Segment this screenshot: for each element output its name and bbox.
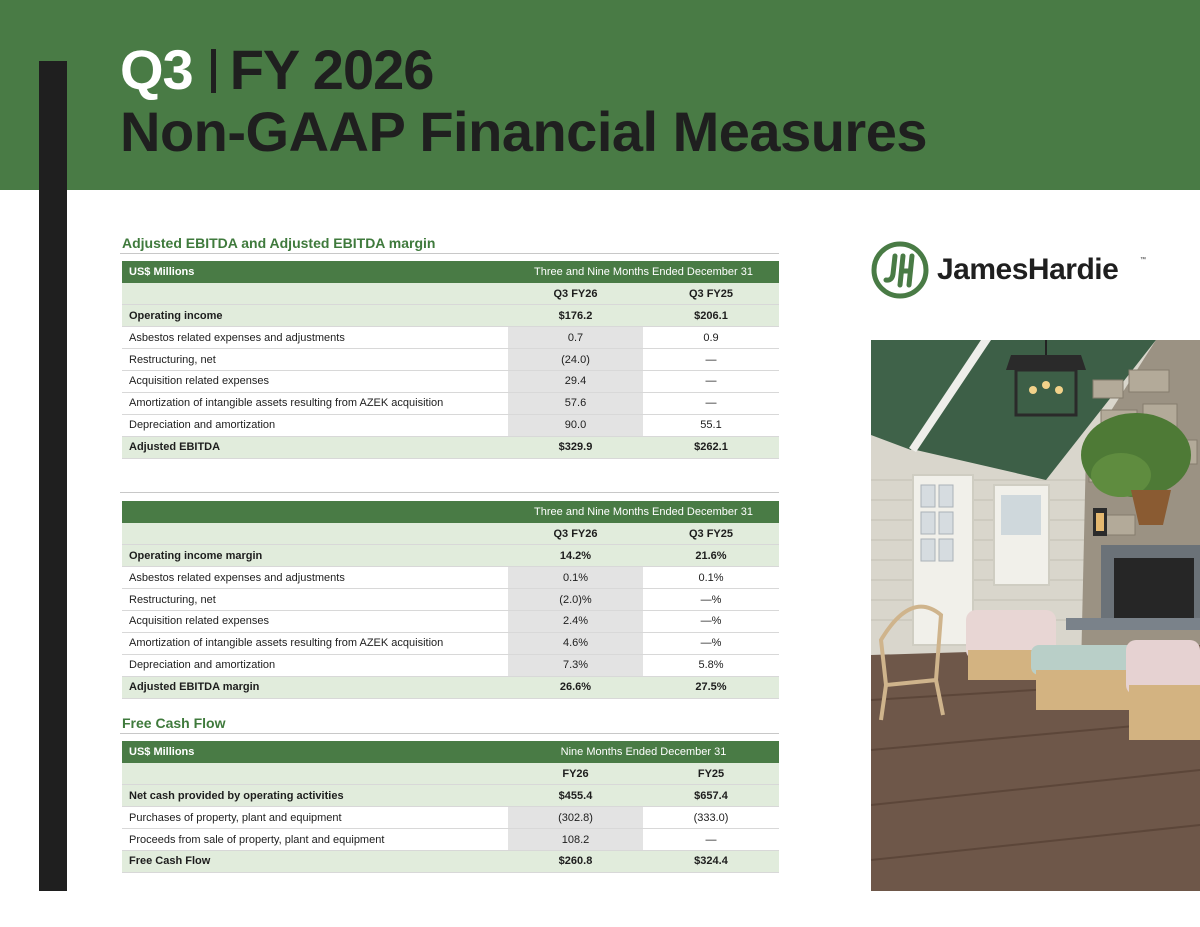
table-row bbox=[122, 807, 779, 829]
row-value-current: $176.2 bbox=[508, 305, 643, 327]
table-row bbox=[122, 654, 779, 676]
row-value-current: 90.0 bbox=[508, 414, 643, 436]
row-value-current: 26.6% bbox=[508, 676, 643, 698]
row-value-prior: — bbox=[643, 349, 779, 371]
column-header-row bbox=[122, 763, 779, 785]
period-label: Three and Nine Months Ended December 31 bbox=[508, 261, 779, 283]
row-value-current: 108.2 bbox=[508, 829, 643, 851]
row-value-prior: — bbox=[643, 392, 779, 414]
row-value-prior: $324.4 bbox=[643, 850, 779, 872]
table-row bbox=[122, 327, 779, 349]
row-label: Restructuring, net bbox=[122, 589, 508, 611]
row-value-prior: 0.1% bbox=[643, 567, 779, 589]
row-label: Amortization of intangible assets resulting from AZEK acquisition bbox=[122, 392, 508, 414]
row-value-prior: $206.1 bbox=[643, 305, 779, 327]
row-value-prior: —% bbox=[643, 610, 779, 632]
section-divider bbox=[120, 492, 779, 493]
column-header: Q3 FY25 bbox=[643, 283, 779, 305]
row-value-prior: —% bbox=[643, 632, 779, 654]
row-value-current: $260.8 bbox=[508, 850, 643, 872]
row-value-prior: — bbox=[643, 829, 779, 851]
row-value-prior: 27.5% bbox=[643, 676, 779, 698]
row-label: Asbestos related expenses and adjustments bbox=[122, 327, 508, 349]
row-value-current: $455.4 bbox=[508, 785, 643, 807]
column-header: FY25 bbox=[643, 763, 779, 785]
row-value-prior: —% bbox=[643, 589, 779, 611]
table-row bbox=[122, 610, 779, 632]
row-value-current: 29.4 bbox=[508, 370, 643, 392]
period-label: Three and Nine Months Ended December 31 bbox=[508, 501, 779, 523]
row-label: Depreciation and amortization bbox=[122, 654, 508, 676]
table-row bbox=[122, 545, 779, 567]
row-label: Asbestos related expenses and adjustments bbox=[122, 567, 508, 589]
row-label: Adjusted EBITDA margin bbox=[122, 676, 508, 698]
column-header-row bbox=[122, 523, 779, 545]
fcf-table bbox=[122, 741, 779, 873]
margin-table bbox=[122, 501, 779, 699]
column-header: Q3 FY26 bbox=[508, 523, 643, 545]
row-label: Proceeds from sale of property, plant and equipment bbox=[122, 829, 508, 851]
row-label: Operating income bbox=[122, 305, 508, 327]
title-separator bbox=[211, 49, 216, 93]
quarter-label: Q3 bbox=[120, 38, 193, 101]
row-label: Operating income margin bbox=[122, 545, 508, 567]
fcf-section-title: Free Cash Flow bbox=[122, 715, 226, 731]
row-value-prior: $262.1 bbox=[643, 436, 779, 458]
row-value-prior: — bbox=[643, 370, 779, 392]
table-total-row bbox=[122, 850, 779, 872]
row-value-current: (24.0) bbox=[508, 349, 643, 371]
table-row bbox=[122, 632, 779, 654]
porch-photo bbox=[871, 340, 1200, 891]
row-label: Purchases of property, plant and equipment bbox=[122, 807, 508, 829]
section-divider bbox=[120, 253, 779, 254]
row-value-prior: 55.1 bbox=[643, 414, 779, 436]
table-header-row bbox=[122, 261, 779, 283]
column-header: FY26 bbox=[508, 763, 643, 785]
row-value-current: 2.4% bbox=[508, 610, 643, 632]
row-value-current: 7.3% bbox=[508, 654, 643, 676]
table-row bbox=[122, 589, 779, 611]
fiscal-year-label: FY 2026 bbox=[229, 38, 434, 101]
james-hardie-logo bbox=[871, 241, 1161, 301]
row-label: Amortization of intangible assets resulting from AZEK acquisition bbox=[122, 632, 508, 654]
table-row bbox=[122, 567, 779, 589]
row-value-current: 57.6 bbox=[508, 392, 643, 414]
row-label: Free Cash Flow bbox=[122, 850, 508, 872]
unit-label: US$ Millions bbox=[122, 261, 508, 283]
section-divider bbox=[120, 733, 779, 734]
row-value-current: $329.9 bbox=[508, 436, 643, 458]
trademark-symbol: ™ bbox=[1140, 257, 1146, 263]
row-value-prior: $657.4 bbox=[643, 785, 779, 807]
row-label: Restructuring, net bbox=[122, 349, 508, 371]
row-value-current: (302.8) bbox=[508, 807, 643, 829]
table-row bbox=[122, 392, 779, 414]
ebitda-table bbox=[122, 261, 779, 459]
row-value-prior: 0.9 bbox=[643, 327, 779, 349]
row-label: Depreciation and amortization bbox=[122, 414, 508, 436]
period-label: Nine Months Ended December 31 bbox=[508, 741, 779, 763]
table-row bbox=[122, 829, 779, 851]
table-row bbox=[122, 349, 779, 371]
column-header: Q3 FY26 bbox=[508, 283, 643, 305]
page-title: Non-GAAP Financial Measures bbox=[120, 100, 928, 163]
table-row bbox=[122, 305, 779, 327]
page-title-quarter bbox=[120, 38, 433, 102]
unit-label: US$ Millions bbox=[122, 741, 508, 763]
table-row bbox=[122, 370, 779, 392]
row-value-prior: (333.0) bbox=[643, 807, 779, 829]
table-total-row bbox=[122, 676, 779, 698]
column-header: Q3 FY25 bbox=[643, 523, 779, 545]
table-row bbox=[122, 414, 779, 436]
row-value-prior: 21.6% bbox=[643, 545, 779, 567]
jh-monogram-icon bbox=[871, 241, 929, 299]
table-header-row bbox=[122, 501, 779, 523]
row-value-current: 4.6% bbox=[508, 632, 643, 654]
row-label: Adjusted EBITDA bbox=[122, 436, 508, 458]
accent-bar bbox=[39, 61, 67, 891]
column-header-row bbox=[122, 283, 779, 305]
table-total-row bbox=[122, 436, 779, 458]
row-label: Net cash provided by operating activities bbox=[122, 785, 508, 807]
row-value-current: (2.0)% bbox=[508, 589, 643, 611]
row-value-current: 0.1% bbox=[508, 567, 643, 589]
table-header-row bbox=[122, 741, 779, 763]
logo-wordmark: JamesHardie bbox=[937, 253, 1119, 286]
row-label: Acquisition related expenses bbox=[122, 610, 508, 632]
ebitda-section-title: Adjusted EBITDA and Adjusted EBITDA margin bbox=[122, 235, 436, 251]
row-label: Acquisition related expenses bbox=[122, 370, 508, 392]
row-value-current: 0.7 bbox=[508, 327, 643, 349]
row-value-prior: 5.8% bbox=[643, 654, 779, 676]
table-row bbox=[122, 785, 779, 807]
row-value-current: 14.2% bbox=[508, 545, 643, 567]
